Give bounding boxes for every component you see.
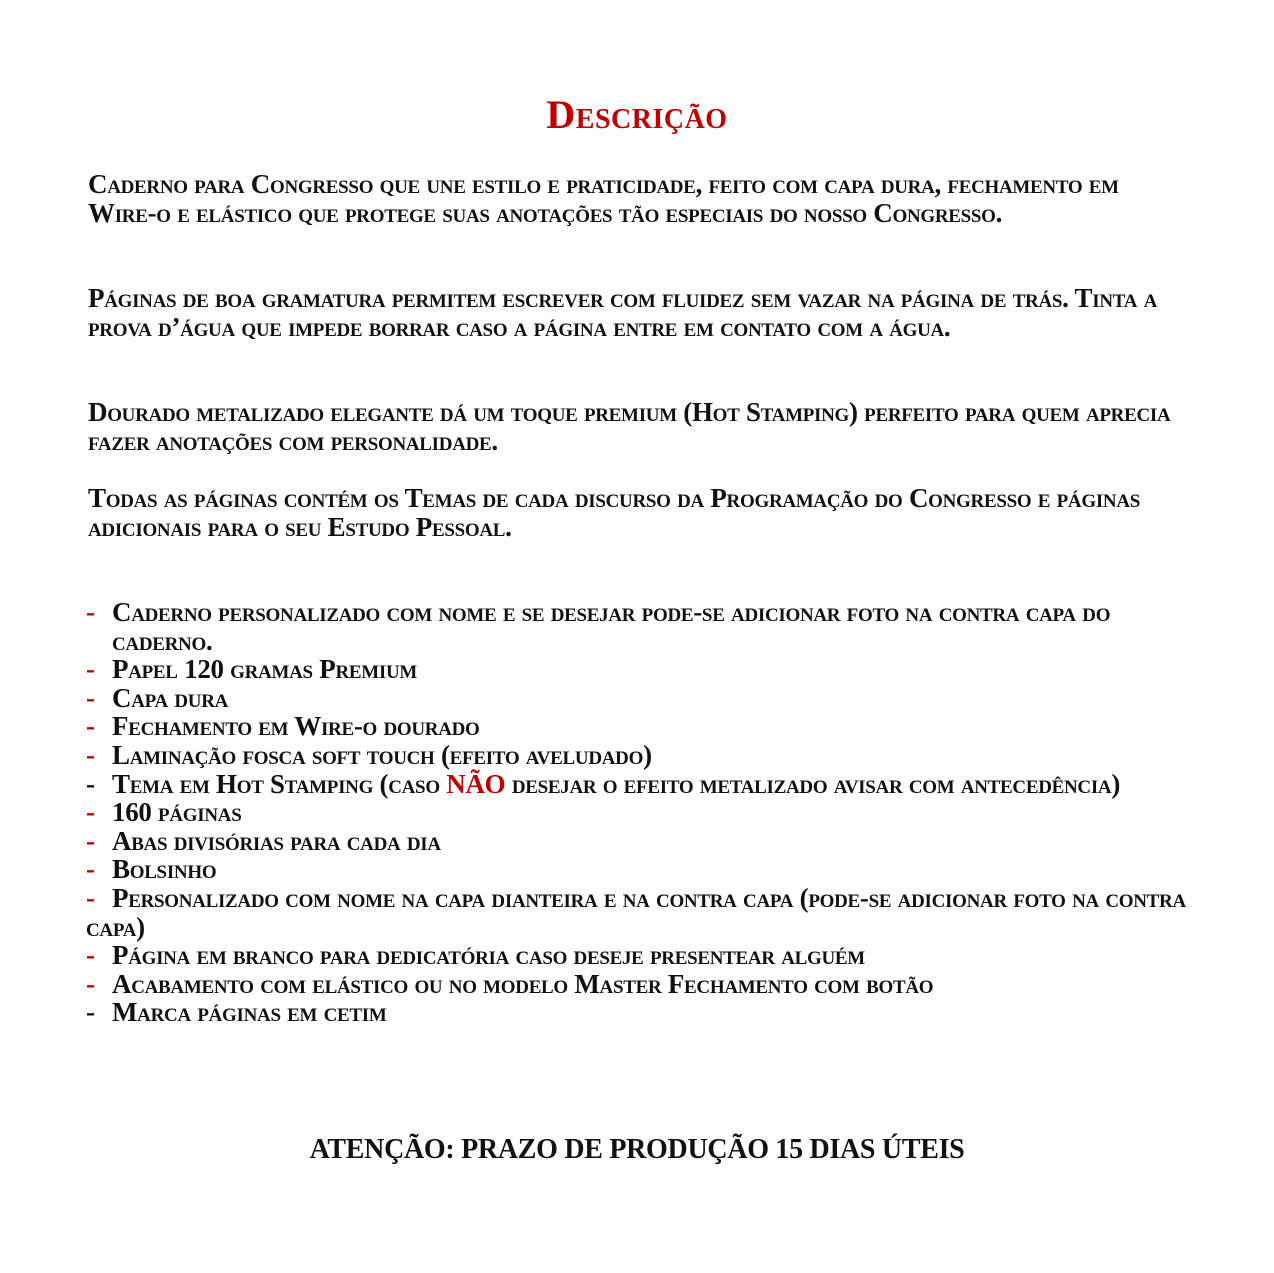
dash-bullet: - [86, 825, 95, 856]
dash-bullet: - [86, 739, 95, 770]
list-item [86, 684, 1196, 713]
item-text: Capa dura [112, 682, 229, 713]
item-text: Abas divisórias para cada dia [112, 825, 441, 856]
list-item-tema [86, 770, 1196, 799]
item-text: Acabamento com elástico ou no modelo Master Fechamento com botão [112, 968, 934, 999]
page-title: Descrição [546, 91, 728, 137]
list-item [86, 741, 1196, 770]
tema-text-before: Tema em Hot Stamping (caso [112, 768, 447, 799]
features-list [86, 598, 1196, 1027]
dash-bullet: - [86, 654, 95, 685]
list-item [86, 970, 1196, 999]
item-text: Marca páginas em cetim [112, 997, 387, 1028]
dash-bullet: - [86, 854, 95, 885]
production-warning: ATENÇÃO: PRAZO DE PRODUÇÃO 15 DIAS ÚTEIS [309, 1134, 965, 1165]
dash-bullet: - [86, 682, 95, 713]
list-item [86, 798, 1196, 827]
list-item [86, 598, 1196, 655]
list-item [86, 998, 1196, 1027]
dash-bullet: - [86, 597, 95, 627]
list-item [86, 827, 1196, 856]
dash-bullet: - [86, 711, 95, 742]
dash-bullet: - [86, 882, 95, 913]
dash-bullet: - [86, 768, 95, 799]
list-item [86, 884, 1196, 941]
themes-paragraph: Todas as páginas contém os Temas de cada discurso da Programação do Congresso e páginas adicionais para o seu Estudo Pessoal. [88, 483, 1141, 542]
intro-paragraph: Caderno para Congresso que une estilo e praticidade, feito com capa dura, fechamento em Wire-o e elástico que protege suas anotações tão especiais do nosso Congresso. [88, 169, 1119, 228]
list-item [86, 655, 1196, 684]
item-text: Bolsinho [112, 854, 217, 885]
item-text: Personalizado com nome na capa dianteira e na contra capa (pode-se adicionar foto na contra capa) [86, 882, 1186, 942]
item-text: 160 páginas [112, 797, 242, 828]
item-text: Papel 120 gramas Premium [112, 654, 418, 685]
item-text: Fechamento em Wire-o dourado [112, 711, 480, 742]
dash-bullet: - [86, 997, 95, 1028]
pages-paragraph: Páginas de boa gramatura permitem escrever com fluidez sem vazar na página de trás. Tinta a prova d’água que impede borrar caso a página entre em contato com a água. [88, 283, 1158, 342]
tema-text-after: desejar o efeito metalizado avisar com antecedência) [505, 768, 1121, 799]
list-item [86, 712, 1196, 741]
list-item [86, 941, 1196, 970]
list-item [86, 855, 1196, 884]
nao-highlight: NÃO [446, 768, 506, 799]
dash-bullet: - [86, 940, 95, 971]
dash-bullet: - [86, 968, 95, 999]
item-text: Página em branco para dedicatória caso deseje presentear alguém [112, 940, 865, 971]
dash-bullet: - [86, 797, 95, 828]
item-text: Laminação fosca soft touch (efeito aveludado) [112, 739, 652, 770]
item-text: Caderno personalizado com nome e se desejar pode-se adicionar foto na contra capa do caderno. [112, 597, 1111, 656]
gold-paragraph: Dourado metalizado elegante dá um toque premium (Hot Stamping) perfeito para quem aprecia fazer anotações com personalidade. [88, 397, 1171, 456]
